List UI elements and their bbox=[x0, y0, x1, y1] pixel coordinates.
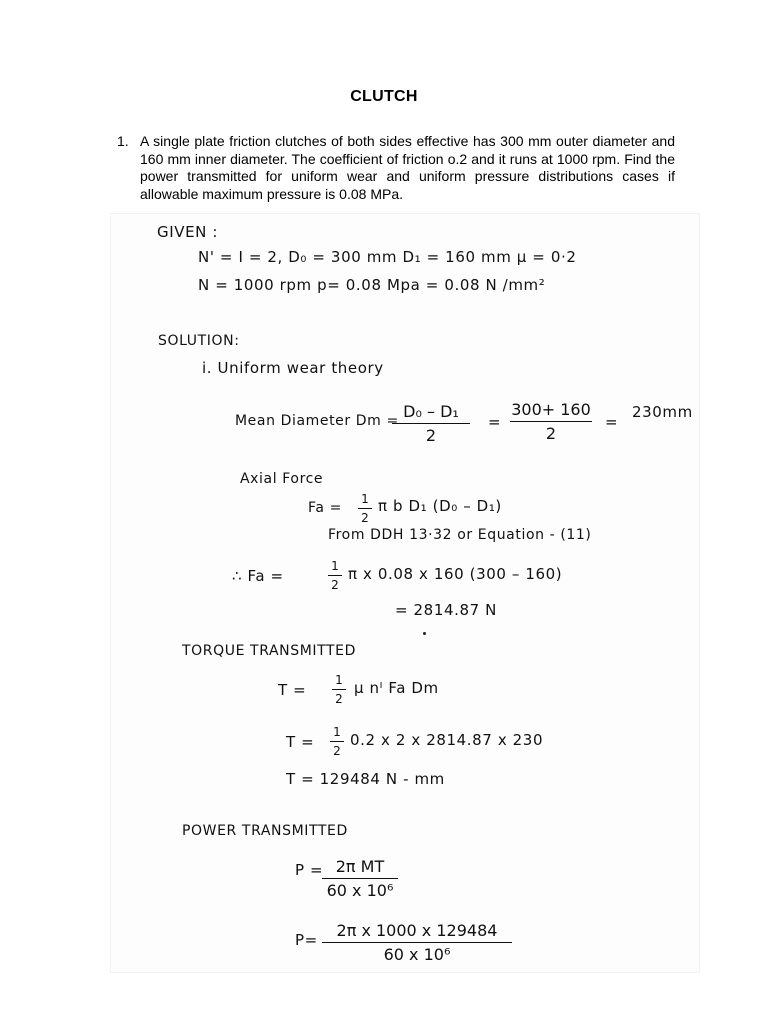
page-title: CLUTCH bbox=[350, 88, 418, 105]
torque-substitution: 0.2 x 2 x 2814.87 x 230 bbox=[350, 731, 544, 749]
mean-diameter-label: Mean Diameter Dm = bbox=[235, 413, 399, 429]
t-prefix: T = bbox=[286, 733, 315, 751]
torque-formula: μ nᴵ Fa Dm bbox=[354, 679, 439, 697]
half-fraction: 1 2 bbox=[332, 673, 346, 706]
half-fraction: 1 2 bbox=[328, 559, 342, 592]
equals-sign: = bbox=[605, 413, 619, 431]
p-prefix: P= bbox=[295, 931, 318, 949]
given-line-1: N' = I = 2, D₀ = 300 mm D₁ = 160 mm μ = 0·2 bbox=[198, 248, 577, 266]
mean-diameter-fraction-symbolic: D₀ – D₁ 2 bbox=[392, 402, 470, 445]
torque-result: T = 129484 N - mm bbox=[286, 770, 445, 788]
ink-dot bbox=[423, 632, 426, 635]
fa-result: = 2814.87 N bbox=[395, 601, 497, 619]
half-fraction: 1 2 bbox=[330, 725, 344, 758]
question-text: A single plate friction clutches of both sides effective has 300 mm outer diameter and 160 mm inner diameter. The coefficient of friction o.2 and it runs at 1000 rpm. Find the power transmitted for uniform wear and uniform pressure distributions cases if allowable maximum pressure is 0.08 MPa. bbox=[140, 133, 675, 202]
fa-prefix: Fa = bbox=[308, 500, 342, 516]
uniform-wear-heading: i. Uniform wear theory bbox=[202, 359, 384, 377]
mean-diameter-fraction-numeric: 300+ 160 2 bbox=[511, 400, 591, 443]
p-prefix: P = bbox=[295, 861, 324, 879]
t-prefix: T = bbox=[278, 681, 307, 699]
given-label: GIVEN : bbox=[157, 223, 219, 241]
power-fraction: 2π MT 60 x 10⁶ bbox=[322, 857, 398, 900]
power-heading: POWER TRANSMITTED bbox=[182, 823, 348, 839]
therefore-fa: ∴ Fa = bbox=[232, 567, 284, 585]
mean-diameter-result: 230mm bbox=[632, 403, 693, 421]
fa-substitution: π x 0.08 x 160 (300 – 160) bbox=[348, 565, 563, 583]
axial-force-label: Axial Force bbox=[240, 471, 324, 487]
question-number: 1. bbox=[117, 133, 129, 149]
half-fraction: 1 2 bbox=[358, 492, 372, 525]
torque-heading: TORQUE TRANSMITTED bbox=[182, 643, 357, 659]
fa-formula: π b D₁ (D₀ – D₁) bbox=[378, 497, 502, 515]
handwritten-solution-sheet bbox=[110, 213, 700, 973]
power-substitution-fraction: 2π x 1000 x 129484 60 x 10⁶ bbox=[322, 921, 512, 964]
equals-sign: = bbox=[488, 413, 502, 431]
ddh-reference: From DDH 13·32 or Equation - (11) bbox=[328, 527, 592, 543]
given-line-2: N = 1000 rpm p= 0.08 Mpa = 0.08 N /mm² bbox=[198, 276, 546, 294]
solution-label: SOLUTION: bbox=[158, 333, 240, 349]
